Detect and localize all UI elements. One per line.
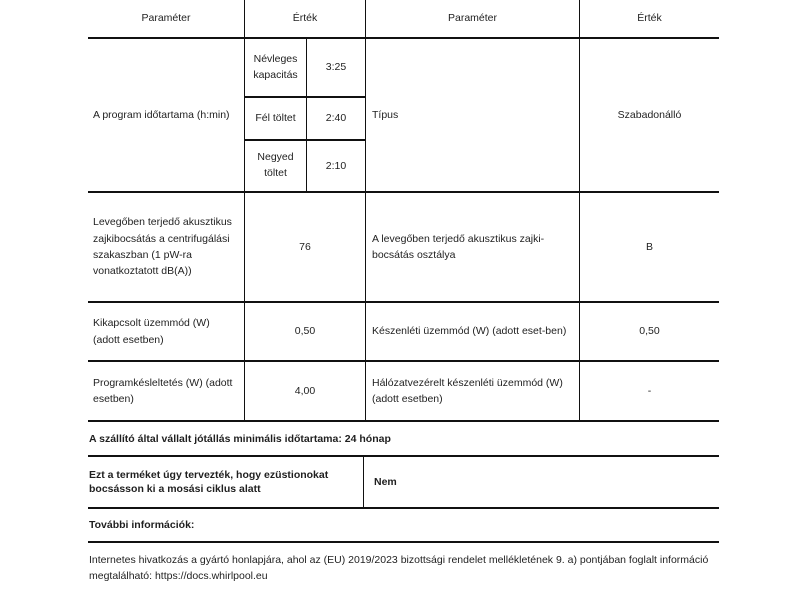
cell-quarter-load-label: Negyed töltet	[245, 141, 307, 193]
cell-standby-value: 0,50	[580, 303, 719, 362]
silver-ions-value: Nem	[374, 476, 397, 488]
cell-program-duration-param: A program időtartama (h:min)	[88, 39, 245, 193]
cell-noise-class-param: A levegőben terjedő akusztikus zajki-bocsátás osztálya	[366, 193, 580, 303]
cell-noise-class-value: B	[580, 193, 719, 303]
manufacturer-url: https://docs.whirlpool.eu	[154, 570, 268, 583]
cell-type-value: Szabadonálló	[580, 39, 719, 193]
header-param-right: Paraméter	[366, 0, 580, 39]
cell-delay-start-param: Programkésleltetés (W) (adott esetben)	[88, 362, 245, 422]
cell-half-load-label: Fél töltet	[245, 98, 307, 141]
cell-rated-capacity-label: Névleges kapacitás	[245, 39, 307, 98]
cell-rated-capacity-value: 3:25	[307, 39, 366, 98]
cell-off-mode-param: Kikapcsolt üzemmód (W) (adott esetben)	[88, 303, 245, 362]
warranty-statement: A szállító által vállalt jótállás minimális időtartama: 24 hónap	[88, 422, 719, 457]
silver-ions-row	[88, 457, 719, 509]
cell-networked-standby-value: -	[580, 362, 719, 422]
cell-type-param: Típus	[366, 39, 580, 193]
cell-standby-param: Készenléti üzemmód (W) (adott eset-ben)	[366, 303, 580, 362]
silver-ions-label: Ezt a terméket úgy tervezték, hogy ezüstionokat bocsásson ki a mosási ciklus alatt	[88, 457, 364, 507]
cell-noise-value: 76	[245, 193, 366, 303]
more-info-heading: További információk:	[88, 509, 719, 543]
cell-off-mode-value: 0,50	[245, 303, 366, 362]
product-fiche	[88, 0, 719, 585]
footer-note	[88, 543, 719, 585]
header-value-left: Érték	[245, 0, 366, 39]
footer-note-text: Internetes hivatkozás a gyártó honlapjára, ahol az (EU) 2019/2023 bizottsági rendelet mellékletének 9. a) pontjában foglalt információ megtalálható:	[89, 554, 709, 583]
cell-noise-param: Levegőben terjedő akusztikus zajkibocsátás a centrifugálási szakaszban (1 pW-ra vonatkoztatott dB(A))	[88, 193, 245, 303]
header-value-right: Érték	[580, 0, 719, 39]
cell-quarter-load-value: 2:10	[307, 141, 366, 193]
spec-table	[88, 0, 719, 422]
cell-networked-standby-param: Hálózatvezérelt készenléti üzemmód (W) (adott esetben)	[366, 362, 580, 422]
cell-delay-start-value: 4,00	[245, 362, 366, 422]
header-param-left: Paraméter	[88, 0, 245, 39]
cell-half-load-value: 2:40	[307, 98, 366, 141]
